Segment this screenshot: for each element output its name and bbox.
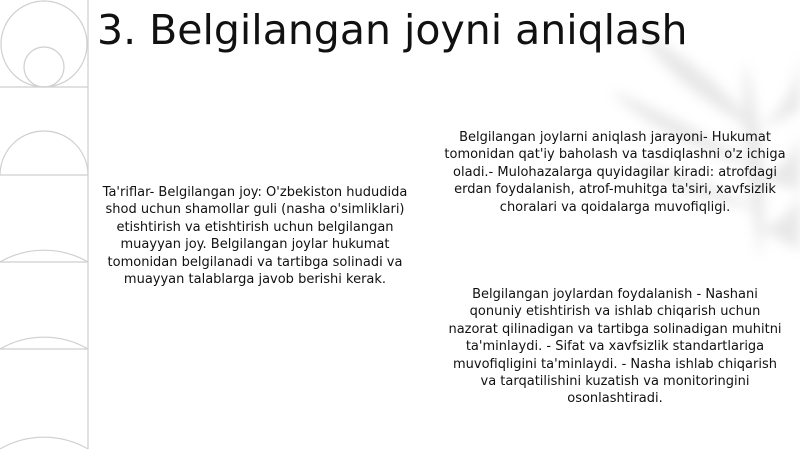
usage-paragraph: Belgilangan joylardan foydalanish - Nashani qonuniy etishtirish va ishlab chiqarish uchun nazorat qilinadigan va tartibga solinadigan muhitni ta'minlaydi. - Sifat va xavfsizlik standartlariga muvofiqligini ta'minlaydi. - Nasha ishlab chiqarish va tarqatilishini kuzatish va monitoringini osonlashtiradi. [448, 287, 782, 407]
circle-ornament-top [1, 1, 87, 87]
slide-title: 3. Belgilangan joyni aniqlash [97, 6, 688, 54]
definitions-paragraph: Ta'riflar- Belgilangan joy: O'zbekiston hududida shod uchun shamollar guli (nasha o'simliklari) etishtirish va etishtirish uchun belgilangan muayyan joy. Belgilangan joylar hukumat tomonidan belgilanadi va tartibga solinadi va muayyan talablarga javob berishi kerak. [102, 185, 408, 288]
horizontal-guides [0, 87, 88, 349]
process-paragraph: Belgilangan joylarni aniqlash jarayoni- Hukumat tomonidan qat'iy baholash va tasdiqlashni o'z ichiga oladi.- Mulohazalarga quyidagilar kiradi: atrofdagi erdan foydalanish, atrof-muhitga ta'siri, xavfsizlik choralari va qoidalarga muvofiqligi. [444, 130, 786, 215]
arch-ornaments [0, 131, 88, 449]
